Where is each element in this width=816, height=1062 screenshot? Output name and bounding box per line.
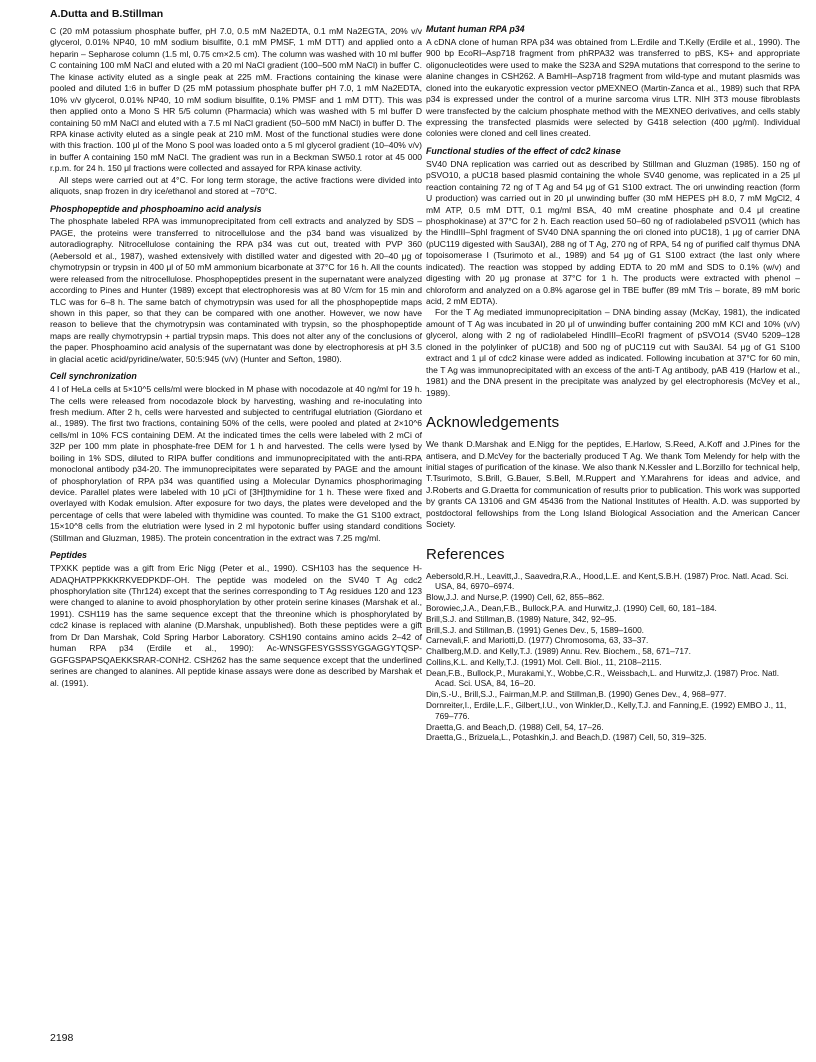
reference-item: Brill,S.J. and Stillman,B. (1991) Genes Dev., 5, 1589–1600.: [426, 624, 644, 635]
heading-phosphopeptide: Phosphopeptide and phosphoamino acid analysis: [50, 203, 262, 214]
reference-item: Carnevali,F. and Mariotti,D. (1977) Chromosoma, 63, 33–37.: [426, 635, 649, 646]
paragraph-mutant-rpa: A cDNA clone of human RPA p34 was obtained from L.Erdile and T.Kelly (Erdile et al., 1990). The 900 bp EcoRI–Asp718 fragment from phRPA32 was transferred to pBS, KS+ and appropriate oligonucleotides were used to make the S23A and S29A mutations that correspond to the serine to alanine changes in CSH262. A BamHI–Asp718 fragment from wild-type and mutant plasmids was cloned into the eukaryotic expression vector pMEXNEO (Martin-Zanca et al., 1989) such that RPA p34 is expressed under the control of a murine sarcoma virus LTR. NIH 3T3 mouse fibroblasts were transfected by the calcium phosphate method with the MEXNEO derivatives, and cells stably expressing the transfected plasmids were selected by G418 selection (400 μg/ml). Individual colonies were cloned and cell lines created.: [426, 36, 800, 139]
heading-peptides: Peptides: [50, 550, 87, 561]
reference-item: Collins,K.L. and Kelly,T.J. (1991) Mol. Cell. Biol., 11, 2108–2115.: [426, 656, 662, 667]
paragraph-acknowledgements: We thank D.Marshak and E.Nigg for the peptides, E.Harlow, S.Reed, A.Koff and J.Pines for the antisera, and D.McVey for the bacterially produced T Ag. We thank Tom Melendy for help with the initial stages of purification of the kinase. We also thank N.Kessler and L.Borzillo for technical help, T.Tsurimoto, S.Brill, G.Bauer, S.Bell, M.Ruppert and Y.Marahrens for ideas and advice, and J.Roberts and G.Draetta for communication of results prior to publication. This work was supported by grants CA 13106 and GM 45436 from the National Institutes of Health. A.D. was supported by postdoctoral fellowships from the Long Island Biological Association and the American Cancer Society.: [426, 439, 800, 530]
right-column: [426, 24, 800, 743]
reference-item: Blow,J.J. and Nurse,P. (1990) Cell, 62, 855–862.: [426, 592, 605, 603]
reference-item: Draetta,G. and Beach,D. (1988) Cell, 54, 17–26.: [426, 721, 604, 732]
running-head: A.Dutta and B.Stillman: [50, 8, 164, 20]
paragraph-functional-1: SV40 DNA replication was carried out as described by Stillman and Gluzman (1985). 150 ng of pSVO10, a pUC18 based plasmid containing the whole SV40 genome, was replicated in a 25 μl reaction containing 72 ng of T Ag and 54 μg of G1 S100 extract. The ori unwinding reaction (form U production) was carried out in 20 μl unwinding buffer (30 mM HEPES pH 8.0, 7 mM MgCl2, 4 mM ATP, 0.5 mM DTT, 0.1 mg/ml BSA, 40 mM creatine phosphate and 0.4 μl creatine phosphokinase) at 37°C for 2 h. Each reaction used 50–60 ng of radiolabeled pSVO11 (which has the HindIII–SphI fragment of SV40 DNA spanning the ori cloned into pUC18), 1 μg of carrier DNA (pUC119 digested with Sau3AI), 288 ng of T Ag, 270 ng of RPA, 54 ng of purified calf thymus DNA topoisomerase I (Tsurimoto et al., 1989) and 54 μg of G1 S100 extract (the last only where indicated). The reaction was stopped by adding EDTA to 20 mM and SDS to 0.1% (w/v) and digesting with 20 μg pronase at 37°C for 1 h. The products were extracted with phenol – chloroform and analyzed on a 0.8% agarose gel in TBE buffer (89 mM Tris – borate, 89 mM boric acid, 2 mM EDTA).: [426, 158, 800, 307]
paragraph-functional-2: For the T Ag mediated immunoprecipitation – DNA binding assay (McKay, 1981), the indicated amount of T Ag was incubated in 20 μl of unwinding buffer containing 200 mM KCl and 10% (v/v) glycerol, along with 2 ng of radiolabeled HindIII–EcoRI fragment of pSVO14 (SV40 5209–128 cloned in the polylinker of pUC18) and 500 ng of pUC119 cut with Sau3AI. 54 μg of G1 S100 extract and 1 μl of cdc2 kinase were added as indicated. Following incubation at 37°C for 60 min, the T Ag was immunoprecipitated with an excess of the anti-T Ag antibody, pAB 419 (Harlow et al., 1981) and the DNA present in the precipitate was analyzed by gel electrophoresis (McVey et al., 1989).: [426, 307, 800, 398]
reference-item: Draetta,G., Brizuela,L., Potashkin,J. and Beach,D. (1987) Cell, 50, 319–325.: [426, 732, 707, 743]
reference-item: Dornreiter,I., Erdile,L.F., Gilbert,I.U., von Winkler,D., Kelly,T.J. and Fanning,E. (1992) EMBO J., 11, 769–776.: [426, 700, 787, 721]
paragraph-cell-synchronization: 4 l of HeLa cells at 5×10^5 cells/ml were blocked in M phase with nocodazole at 40 ng/ml for 19 h. The cells were released from nocodazole block by harvesting, washing and re-inoculating into fresh medium. After 2 h, cells were harvested and subjected to centrifugal elutriation (Giordano et al., 1989). The first two fractions, containing 50% of the cells, were pooled and plated at 2×10^6 cells/ml in 10% FCS containing DEM. At the indicated times the cells were labeled with 2 mCi of 32P per 100 mm plate in phosphate-free DEM for 1 h and harvested. The cells were lysed by boiling in 1% SDS, diluted to RIPA buffer conditions and immunoprecipitated with the anti-RPA monoclonal antibody p34-20. The immunoprecipitates were separated by PAGE and the amount of phosphorylation of RPA p34 was quantified using a Molecular Dynamics phosphorimaging device. Parallel plates were labeled with 10 μCi of [3H]thymidine for 1 h. These were fixed and overlayed with Kodak emulsion. After exposure for two days, the plates were developed and the percentage of cells that were labeled with thymidine was counted. To make the G1 S100 extract, 15×10^8 cells from the elutriation were lysed in 2 ml hypotonic buffer using standard conditions (Stillman and Gluzman, 1985). The protein concentration in the extract was 7.25 mg/ml.: [50, 384, 422, 543]
reference-item: Dean,F.B., Bullock,P., Murakami,Y., Wobbe,C.R., Weissbach,L. and Hurwitz,J. (1987) Proc. Natl. Acad. Sci. USA, 84, 16–20.: [426, 667, 780, 689]
reference-item: Aebersold,R.H., Leavitt,J., Saavedra,R.A., Hood,L.E. and Kent,S.B.H. (1987) Proc. Natl. Acad. Sci. USA, 84, 6970–6974.: [426, 570, 789, 592]
reference-item: Borowiec,J.A., Dean,F.B., Bullock,P.A. and Hurwitz,J. (1990) Cell, 60, 181–184.: [426, 603, 717, 613]
reference-item: Challberg,M.D. and Kelly,T.J. (1989) Annu. Rev. Biochem., 58, 671–717.: [426, 646, 691, 657]
heading-references: References: [426, 545, 505, 563]
heading-cell-synchronization: Cell synchronization: [50, 371, 137, 382]
reference-item: Din,S.-U., Brill,S.J., Fairman,M.P. and Stillman,B. (1990) Genes Dev., 4, 968–977.: [426, 689, 727, 700]
reference-item: Brill,S.J. and Stillman,B. (1989) Nature, 342, 92–95.: [426, 613, 617, 624]
left-column: [50, 26, 422, 689]
paragraph-storage: All steps were carried out at 4°C. For long term storage, the active fractions were divided into aliquots, snap frozen in dry ice/ethanol and stored at −70°C.: [50, 174, 422, 197]
heading-acknowledgements: Acknowledgements: [426, 413, 560, 431]
paragraph-purification: C (20 mM potassium phosphate buffer, pH 7.0, 0.5 mM Na2EDTA, 0.1 mM Na2EGTA, 20% v/v glycerol, 0.01% NP40, 10 mM sodium bisulfite, 0.1 mM PMSF, 1 mM DTT) and applied onto a heparin – Sepharose column (1.5 ml, 0.75 cm×2.5 cm). The column was washed with 10 ml buffer C containing 100 mM NaCl and eluted with a 20 ml NaCl gradient (100–500 mM NaCl) in buffer C. The kinase activity eluted as a single peak at 225 mM. Fractions containing the kinase were pooled and diluted 1:6 in buffer D (25 mM potassium phosphate buffer pH 7.0, 1 mM Na2EDTA, 10% v/v glycerol, 0.01% NP40, 10 mM sodium bisulfite, 0.1% PMSF and 1 mM DTT). This was then applied onto a Mono S HR 5/5 column (Pharmacia) which was washed with 5 ml buffer D containing 50 mM NaCl and eluted with a 7.5 ml NaCl gradient (50–500 mM NaCl) in buffer D. The RPA kinase activity eluted as a single peak at 210 mM. Most of the functional studies were done with this fraction. 100 μl of the Mono S pool was loaded onto a 5 ml glycerol gradient (10–40% v/v) in buffer A containing 150 mM NaCl. The gradient was run in a Beckman SW50.1 rotor at 45 000 r.p.m. for 24 h. 150 μl fractions were collected and assayed for RPA kinase activity.: [50, 26, 422, 174]
paragraph-phosphopeptide: The phosphate labeled RPA was immunoprecipitated from cell extracts and analyzed by SDS – PAGE, the proteins were transferred to nitrocellulose and the p34 band was visualized by autoradiography. Nitrocellulose containing the RPA p34 was cut out, treated with PVP 360 (Aebersold et al., 1987), washed extensively with distilled water and digested with 20–40 μg of chymotrypsin or trypsin in 400 μl of 50 mM ammonium bicarbonate at 37°C for 16 h. All the counts were released from the nitrocellulose. Phosphopeptides present in the supernatant were analyzed according to Pines and Hunter (1989) except that electrophoresis was at 80 V/cm for 15 min and TLC was for 6–8 h. The same batch of chymotrypsin was used for all the phosphopeptide maps shown in this paper, so that they can be compared with one another. However, we now have reason to believe that the chymotrypsin was contaminated with trypsin, so the phosphopeptide maps are really chymotrypsin + partial trypsin maps. This does not alter any of the conclusions of the paper. Phosphoamino acid analysis of the supernatant was done by electrophoresis at pH 3.5 in glacial acetic acid/pyridine/water, 50:5:945 (v/v) (Hunter and Sefton, 1980).: [50, 216, 422, 364]
reference-list: [426, 571, 800, 744]
paragraph-peptides: TPXKK peptide was a gift from Eric Nigg (Peter et al., 1990). CSH103 has the sequence H-ADAQHATPPKKKRKVEDPKDF-OH. The peptide was modeled on the SV40 T Ag cdc2 phosphorylation site (Thr124) except that the serines corresponding to T Ag residues 120 and 123 were changed to alanine to avoid phosphorylation by other protein serine kinases (Marshak et al., 1991). CSH119 has the same sequence except that the threonine which is phosphorylated by cdc2 kinase is replaced with alanine (D.Marshak, unpublished). Both these peptides were a gift from Dr Dan Marshak, Cold Spring Harbor Laboratory. CSH190 contains amino acids 2–42 of human RPA p34 (Erdile et al., 1990): Ac-WNSGFESYGSSSYGGAGGYTQSP-GGFGSPAPSQAEKKSRAR-CONH2. CSH262 has the same sequence except that the underlined serines are changed to alanines. All peptide kinase assays were done as described by Marshak et al. (1991).: [50, 563, 422, 688]
heading-functional-studies: Functional studies of the effect of cdc2 kinase: [426, 145, 621, 156]
page-number: 2198: [50, 1032, 74, 1044]
heading-mutant-rpa: Mutant human RPA p34: [426, 24, 525, 34]
